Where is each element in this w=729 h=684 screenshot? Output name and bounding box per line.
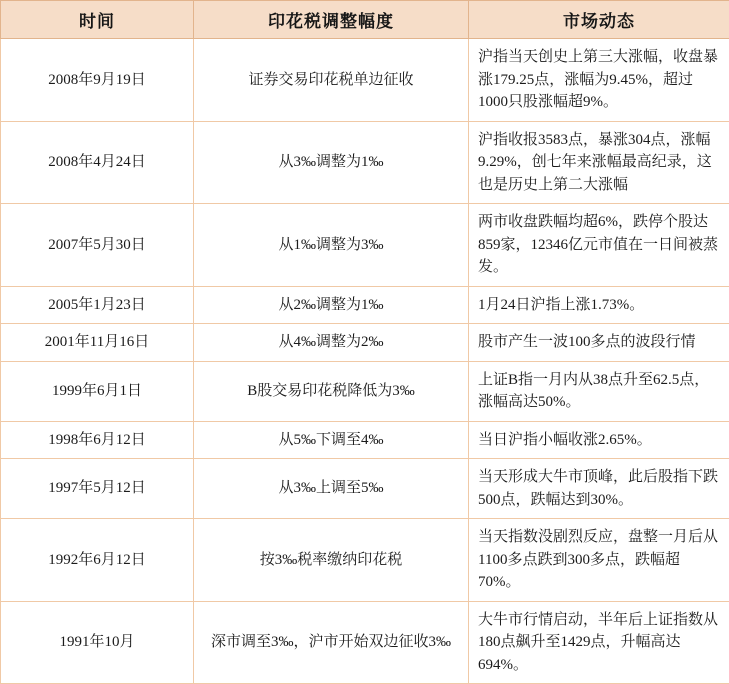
table-row: [1, 39, 729, 122]
cell-adjustment: 从3‰调整为1‰: [194, 121, 469, 204]
cell-market: 当日沪指小幅收涨2.65%。: [469, 421, 729, 459]
cell-adjustment: 从1‰调整为3‰: [194, 204, 469, 287]
table-row: [1, 361, 729, 421]
table-header: [1, 1, 729, 39]
table-row: [1, 601, 729, 684]
cell-adjustment: 从4‰调整为2‰: [194, 324, 469, 362]
table-row: [1, 121, 729, 204]
cell-adjustment: 证券交易印花税单边征收: [194, 39, 469, 122]
table-row: [1, 459, 729, 519]
table-row: [1, 421, 729, 459]
column-header-adjustment: 印花税调整幅度: [194, 1, 469, 39]
cell-date: 2008年4月24日: [1, 121, 194, 204]
table-header-row: [1, 1, 729, 39]
column-header-date: 时间: [1, 1, 194, 39]
cell-market: 上证B指一月内从38点升至62.5点，涨幅高达50%。: [469, 361, 729, 421]
cell-adjustment: 从3‰上调至5‰: [194, 459, 469, 519]
table-body: [1, 39, 729, 684]
cell-market: 当天形成大牛市顶峰，此后股指下跌500点，跌幅达到30%。: [469, 459, 729, 519]
cell-adjustment: 从5‰下调至4‰: [194, 421, 469, 459]
cell-adjustment: 从2‰调整为1‰: [194, 286, 469, 324]
table-row: [1, 324, 729, 362]
cell-market: 沪指收报3583点，暴涨304点，涨幅9.29%，创七年来涨幅最高纪录，这也是历史上第二大涨幅: [469, 121, 729, 204]
cell-market: 大牛市行情启动，半年后上证指数从180点飙升至1429点，升幅高达694%。: [469, 601, 729, 684]
cell-market: 1月24日沪指上涨1.73%。: [469, 286, 729, 324]
cell-adjustment: 按3‰税率缴纳印花税: [194, 519, 469, 602]
cell-market: 当天指数没剧烈反应，盘整一月后从1100多点跌到300多点，跌幅超70%。: [469, 519, 729, 602]
table-row: [1, 204, 729, 287]
cell-date: 1992年6月12日: [1, 519, 194, 602]
cell-date: 1991年10月: [1, 601, 194, 684]
cell-date: 2005年1月23日: [1, 286, 194, 324]
cell-date: 1999年6月1日: [1, 361, 194, 421]
cell-date: 1997年5月12日: [1, 459, 194, 519]
cell-market: 股市产生一波100多点的波段行情: [469, 324, 729, 362]
cell-adjustment: 深市调至3‰，沪市开始双边征收3‰: [194, 601, 469, 684]
table-row: [1, 286, 729, 324]
cell-date: 1998年6月12日: [1, 421, 194, 459]
cell-market: 两市收盘跌幅均超6%，跌停个股达859家，12346亿元市值在一日间被蒸发。: [469, 204, 729, 287]
cell-adjustment: B股交易印花税降低为3‰: [194, 361, 469, 421]
cell-date: 2001年11月16日: [1, 324, 194, 362]
column-header-market: 市场动态: [469, 1, 729, 39]
table-row: [1, 519, 729, 602]
cell-date: 2008年9月19日: [1, 39, 194, 122]
cell-market: 沪指当天创史上第三大涨幅，收盘暴涨179.25点，涨幅为9.45%，超过1000只股涨幅超9%。: [469, 39, 729, 122]
cell-date: 2007年5月30日: [1, 204, 194, 287]
